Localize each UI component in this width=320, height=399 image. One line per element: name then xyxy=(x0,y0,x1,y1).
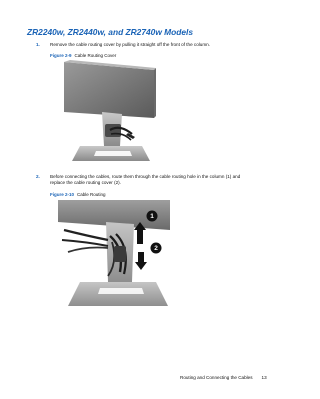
callout-2: 2 xyxy=(154,245,158,253)
step-text-line: Before connecting the cables, route them through the cable routing hole in the column (1) and xyxy=(50,174,241,179)
step-text xyxy=(50,174,240,186)
step-1 xyxy=(36,42,286,49)
footer-section-title: Routing and Connecting the Cables xyxy=(180,375,253,380)
step-number: 2. xyxy=(36,174,40,179)
cable-routing-cover-illustration xyxy=(58,60,158,165)
section-heading: ZR2240w, ZR2440w, and ZR2740w Models xyxy=(27,27,194,37)
figure-number: Figure 2-10 xyxy=(50,192,75,197)
figure-number: Figure 2-9 xyxy=(50,53,72,58)
callout-1: 1 xyxy=(150,213,154,221)
figure-title: Cable Routing xyxy=(77,192,106,197)
cable-routing-illustration xyxy=(58,200,170,308)
page-number: 13 xyxy=(261,375,267,380)
step-number: 1. xyxy=(36,42,40,47)
figure-title: Cable Routing Cover xyxy=(74,53,117,58)
step-2 xyxy=(36,174,286,188)
step-text: Remove the cable routing cover by pulling it straight off the front of the column. xyxy=(50,42,211,47)
page-footer xyxy=(180,375,267,380)
figure-caption xyxy=(50,53,116,58)
step-text-line: replace the cable routing cover (2). xyxy=(50,180,121,185)
figure-caption xyxy=(50,192,106,197)
